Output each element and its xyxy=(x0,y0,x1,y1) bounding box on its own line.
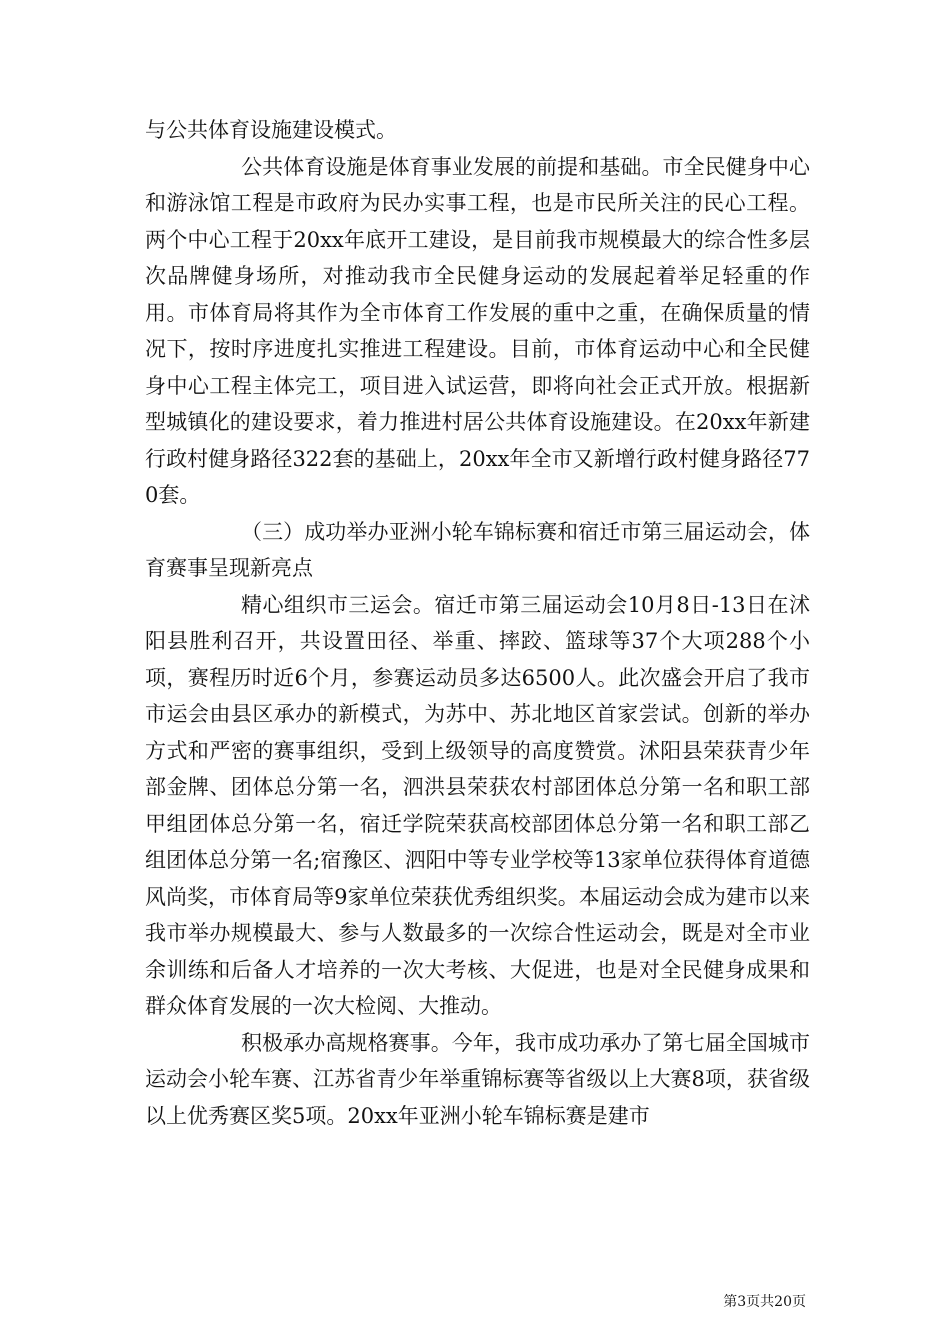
document-body xyxy=(145,112,810,1134)
paragraph-1: 与公共体育设施建设模式。 xyxy=(145,118,397,142)
page-number-footer: 第3页共20页 xyxy=(723,1294,806,1310)
paragraph-2: 公共体育设施是体育事业发展的前提和基础。市全民健身中心和游泳馆工程是市政府为民办实事工程，也是市民所关注的民心工程。两个中心工程于20xx年底开工建设，是目前我市规模最大的综合性多层次品牌健身场所，对推动我市全民健身运动的发展起着举足轻重的作用。市体育局将其作为全市体育工作发展的重中之重，在确保质量的情况下，按时序进度扎实推进工程建设。目前，市体育运动中心和全民健身中心工程主体完工，项目进入试运营，即将向社会正式开放。根据新型城镇化的建设要求，着力推进村居公共体育设施建设。在20xx年新建行政村健身路径322套的基础上，20xx年全市又新增行政村健身路径770套。 xyxy=(145,154,810,507)
paragraph-4: 积极承办高规格赛事。今年，我市成功承办了第七届全国城市运动会小轮车赛、江苏省青少年举重锦标赛等省级以上大赛8项，获省级以上优秀赛区奖5项。20xx年亚洲小轮车锦标赛是建市 xyxy=(145,1030,810,1128)
paragraph-3: 精心组织市三运会。宿迁市第三届运动会10月8日-13日在沭阳县胜利召开，共设置田径、举重、摔跤、篮球等37个大项288个小项，赛程历时近6个月，参赛运动员多达6500人。此次盛会开启了我市市运会由县区承办的新模式，为苏中、苏北地区首家尝试。创新的举办方式和严密的赛事组织，受到上级领导的高度赞赏。沭阳县荣获青少年部金牌、团体总分第一名，泗洪县荣获农村部团体总分第一名和职工部甲组团体总分第一名，宿迁学院荣获高校部团体总分第一名和职工部乙组团体总分第一名;宿豫区、泗阳中等专业学校等13家单位获得体育道德风尚奖，市体育局等9家单位荣获优秀组织奖。本届运动会成为建市以来我市举办规模最大、参与人数最多的一次综合性运动会，既是对全市业余训练和后备人才培养的一次大考核、大促进，也是对全民健身成果和群众体育发展的一次大检阅、大推动。 xyxy=(145,592,810,1018)
section-heading: （三）成功举办亚洲小轮车锦标赛和宿迁市第三届运动会，体育赛事呈现新亮点 xyxy=(145,519,810,580)
